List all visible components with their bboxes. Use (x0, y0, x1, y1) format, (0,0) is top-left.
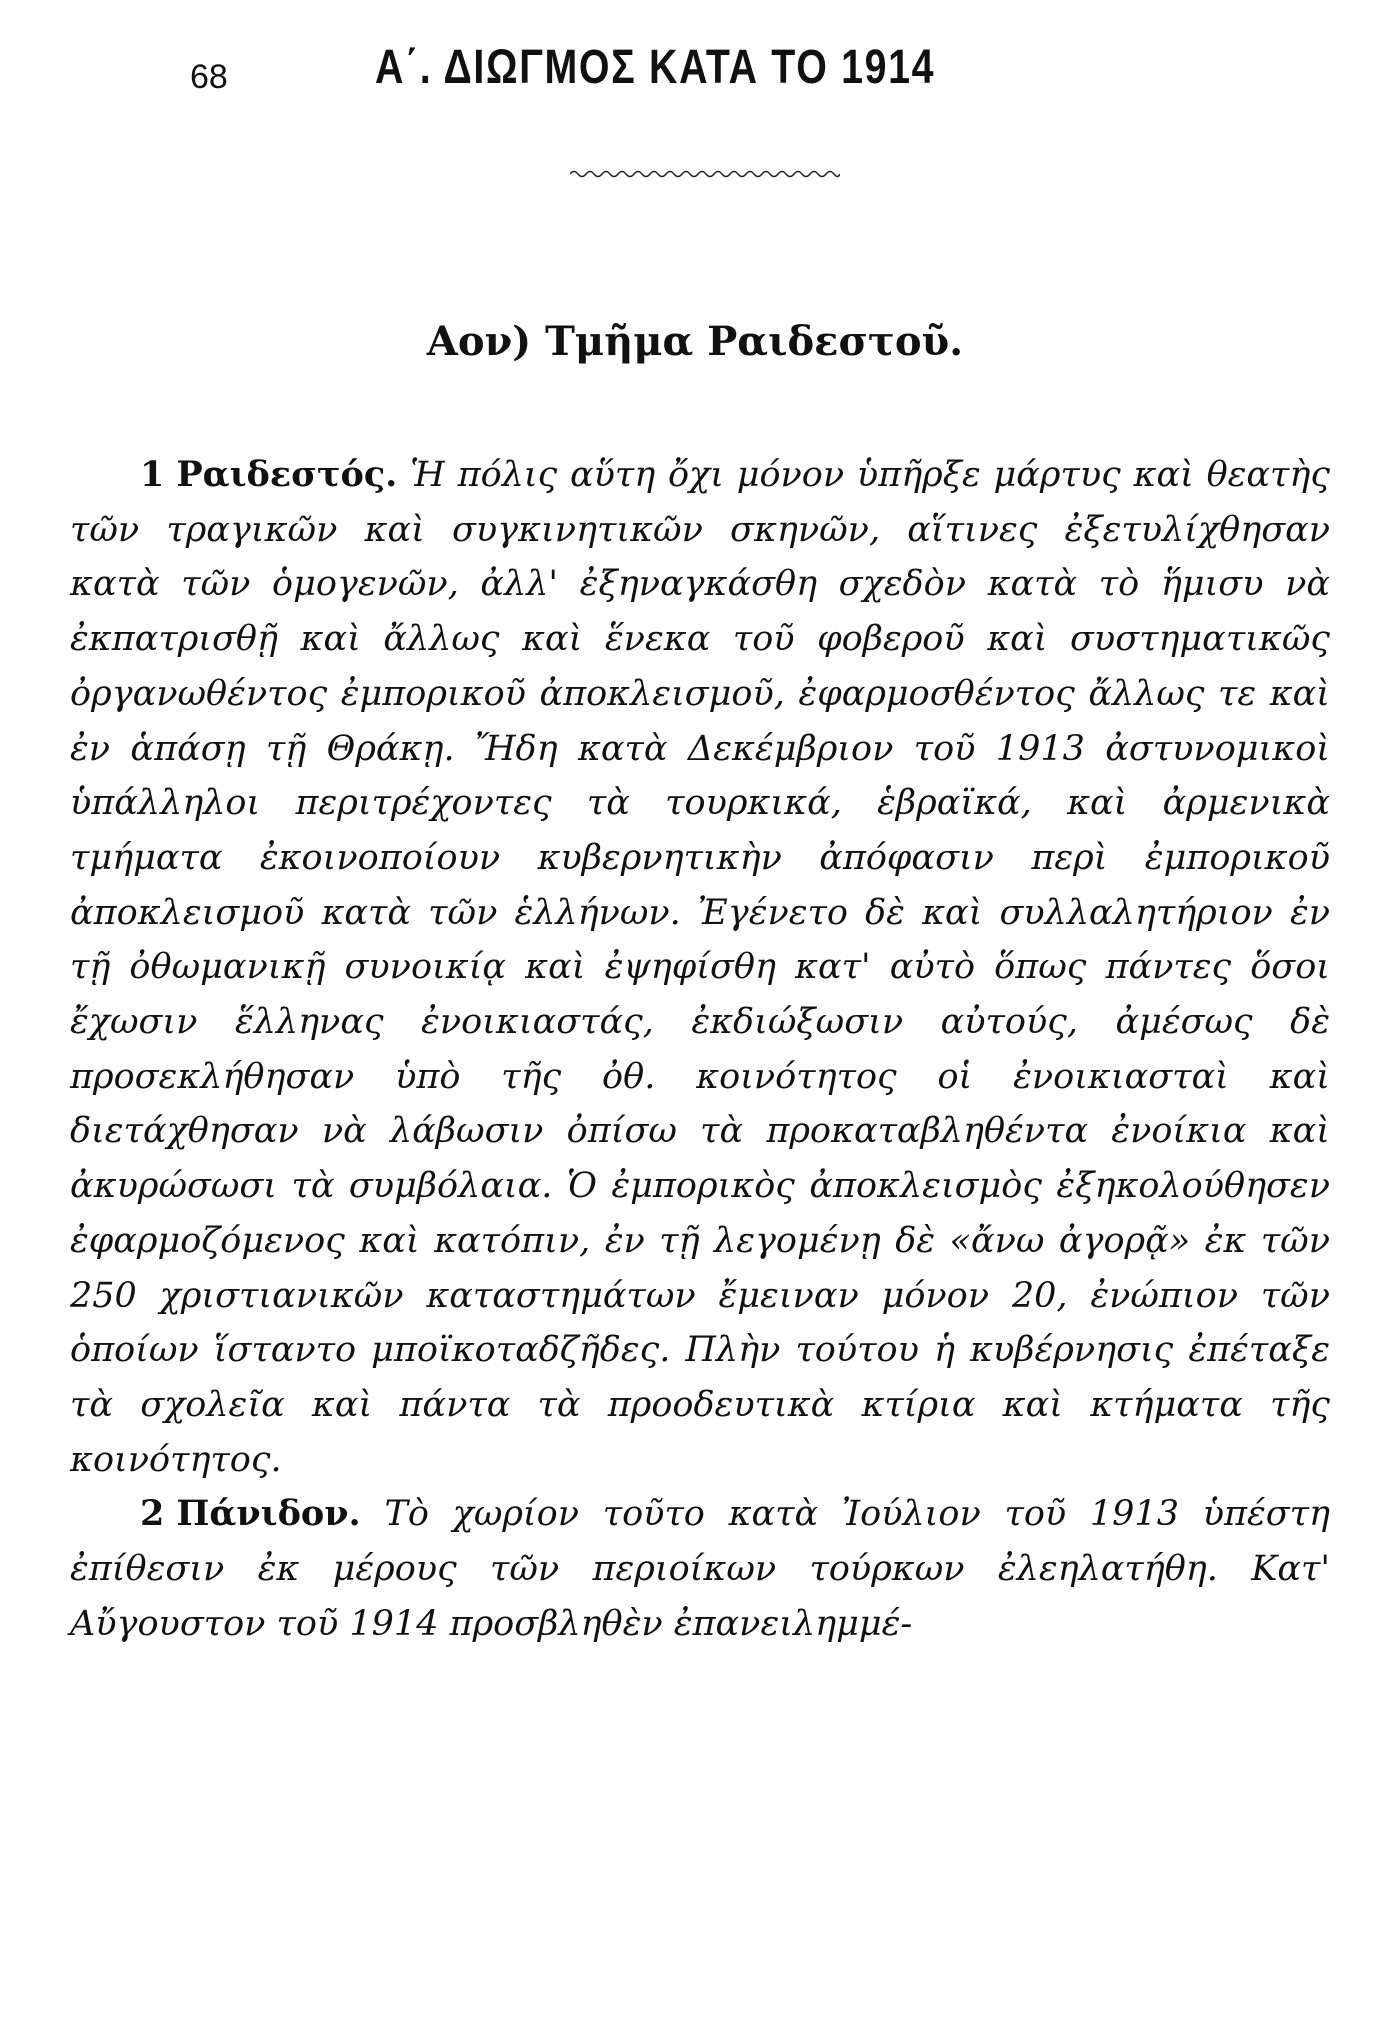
entry-text: Ἡ πόλις αὕτη ὄχι μόνον ὑπῆρξε μάρτυς καὶ θεατὴς τῶν τραγικῶν καὶ συγκινητικῶν σκηνῶν, αἵτινες ἐξετυλίχθησαν κατὰ τῶν ὁμογενῶν, ἀλλ' ἐξηναγκάσθη σχεδὸν κατὰ τὸ ἥμισυ νὰ ἐκπατρισθῇ καὶ ἄλλως καὶ ἕνεκα τοῦ φοβεροῦ καὶ συστηματικῶς ὀργανωθέντος ἐμπορικοῦ ἀποκλεισμοῦ, ἐφαρμοσθέντος ἄλλως τε καὶ ἐν ἁπάσῃ τῇ Θράκῃ. Ἤδη κατὰ Δεκέμβριον τοῦ 1913 ἀστυνομικοὶ ὑπάλληλοι περιτρέχοντες τὰ τουρκικά, ἑβραϊκά, καὶ ἀρμενικὰ τμήματα ἐκοινοποίουν κυβερνητικὴν ἀπόφασιν περὶ ἐμπορικοῦ ἀποκλεισμοῦ κατὰ τῶν ἑλλήνων. Ἐγένετο δὲ καὶ συλλαλητήριον ἐν τῇ ὀθωμανικῇ συνοικίᾳ καὶ ἐψηφίσθη κατ' αὐτὸ ὅπως πάντες ὅσοι ἔχωσιν ἕλληνας ἐνοικιαστάς, ἐκδιώξωσιν αὐτούς, ἀμέσως δὲ προσεκλήθησαν ὑπὸ τῆς ὀθ. κοινότητος οἱ ἐνοικιασταὶ καὶ διετάχθησαν νὰ λάβωσιν ὀπίσω τὰ προκαταβληθέντα ἐνοίκια καὶ ἀκυρώσωσι τὰ συμβόλαια. Ὁ ἐμπορικὸς ἀποκλεισμὸς ἐξηκολούθησεν ἐφαρμοζόμενος καὶ κατόπιν, ἐν τῇ λεγομένῃ δὲ «ἄνω ἀγορᾷ» ἐκ τῶν 250 χριστιανικῶν καταστημάτων ἔμειναν μόνον 20, ἐνώπιον τῶν ὁποίων ἵσταντο μποϊκοταδζῆδες. Πλὴν τούτου ἡ κυβέρνησις ἐπέταξε τὰ σχολεῖα καὶ πάντα τὰ προοδευτικὰ κτίρια καὶ κτήματα τῆς κοινότητος. (70, 455, 1330, 1480)
wavy-rule-ornament (570, 168, 840, 180)
entry-paragraph (70, 1487, 1330, 1651)
entry-text: Τὸ χωρίον τοῦτο κατὰ Ἰούλιον τοῦ 1913 ὑπέστη ἐπίθεσιν ἐκ μέρους τῶν περιοίκων τούρκων ἐλεηλατήθη. Κατ' Αὔγουστον τοῦ 1914 προσβληθὲν ἐπανειλημμέ- (70, 1494, 1330, 1644)
entry-number: 2 (140, 1493, 165, 1535)
section-heading: Αον) Τμῆμα Ραιδεστοῦ. (426, 318, 964, 365)
entry-label: Πάνιδον. (176, 1493, 361, 1535)
entry-number: 1 (140, 454, 165, 495)
page-number: 68 (190, 58, 228, 96)
entry-label: Ραιδεστός. (176, 454, 398, 495)
entry-paragraph (70, 448, 1330, 1487)
running-head: Α΄. ΔΙΩΓΜΟΣ ΚΑΤΑ ΤΟ 1914 (375, 41, 936, 94)
body-text (70, 448, 1330, 1651)
